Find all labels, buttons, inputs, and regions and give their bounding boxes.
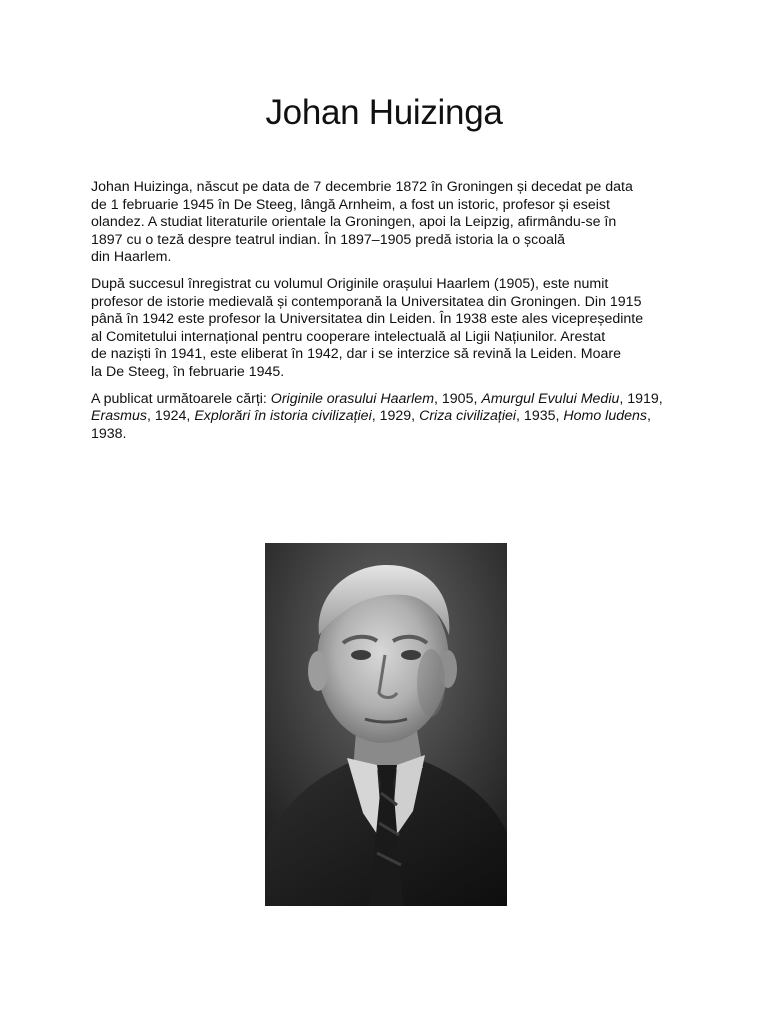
text-line: 1897 cu o teză despre teatrul indian. În 1897–1905 predă istoria la o școală	[91, 231, 566, 248]
paragraph-career	[91, 276, 686, 382]
book-year: , 1919,	[619, 390, 663, 407]
book-title: Erasmus	[91, 408, 147, 425]
book-title: Criza civilizației	[419, 408, 517, 425]
text-line: După succesul înregistrat cu volumul Originile orașului Haarlem (1905), este numit	[91, 275, 609, 292]
text-line: Johan Huizinga, născut pe data de 7 decembrie 1872 în Groningen și decedat pe data	[91, 179, 633, 195]
book-year: , 1929,	[371, 408, 420, 425]
text-line: până în 1942 este profesor la Universitatea din Leiden. În 1938 este ales vicepreședinte	[91, 311, 644, 328]
book-year: , 1935,	[516, 408, 564, 425]
book-title: Originile orasului Haarlem	[270, 390, 435, 407]
books-intro: A publicat următoarele cărți:	[91, 390, 271, 407]
paragraph-biography	[91, 179, 686, 267]
article-body	[91, 179, 686, 452]
text-line: de 1 februarie 1945 în De Steeg, lângă Arnheim, a fost un istoric, profesor și eseist	[91, 196, 610, 213]
book-year: , 1938.	[91, 408, 651, 442]
text-line: de naziști în 1941, este eliberat în 1942, dar i se interzice să revină la Leiden. Moare	[91, 346, 621, 363]
text-line: al Comitetului internațional pentru cooperare intelectuală al Ligii Națiunilor. Arestat	[91, 328, 606, 345]
paragraph-books	[91, 391, 686, 444]
book-title: Homo ludens	[563, 408, 647, 425]
text-line: la De Steeg, în februarie 1945.	[91, 363, 285, 380]
book-title: Amurgul Evului Mediu	[481, 390, 620, 407]
book-title: Explorări în istoria civilizației	[194, 408, 372, 425]
portrait-illustration	[265, 543, 507, 906]
text-line: profesor de istorie medievală și contemporană la Universitatea din Groningen. Din 1915	[91, 293, 642, 310]
portrait-photo	[265, 543, 507, 906]
page-title: Johan Huizinga	[265, 93, 503, 132]
text-line: olandez. A studiat literaturile orientale la Groningen, apoi la Leipzig, afirmându-se în	[91, 214, 617, 231]
text-line: din Haarlem.	[91, 249, 172, 266]
book-year: , 1924,	[146, 408, 195, 425]
book-year: , 1905,	[434, 390, 482, 407]
